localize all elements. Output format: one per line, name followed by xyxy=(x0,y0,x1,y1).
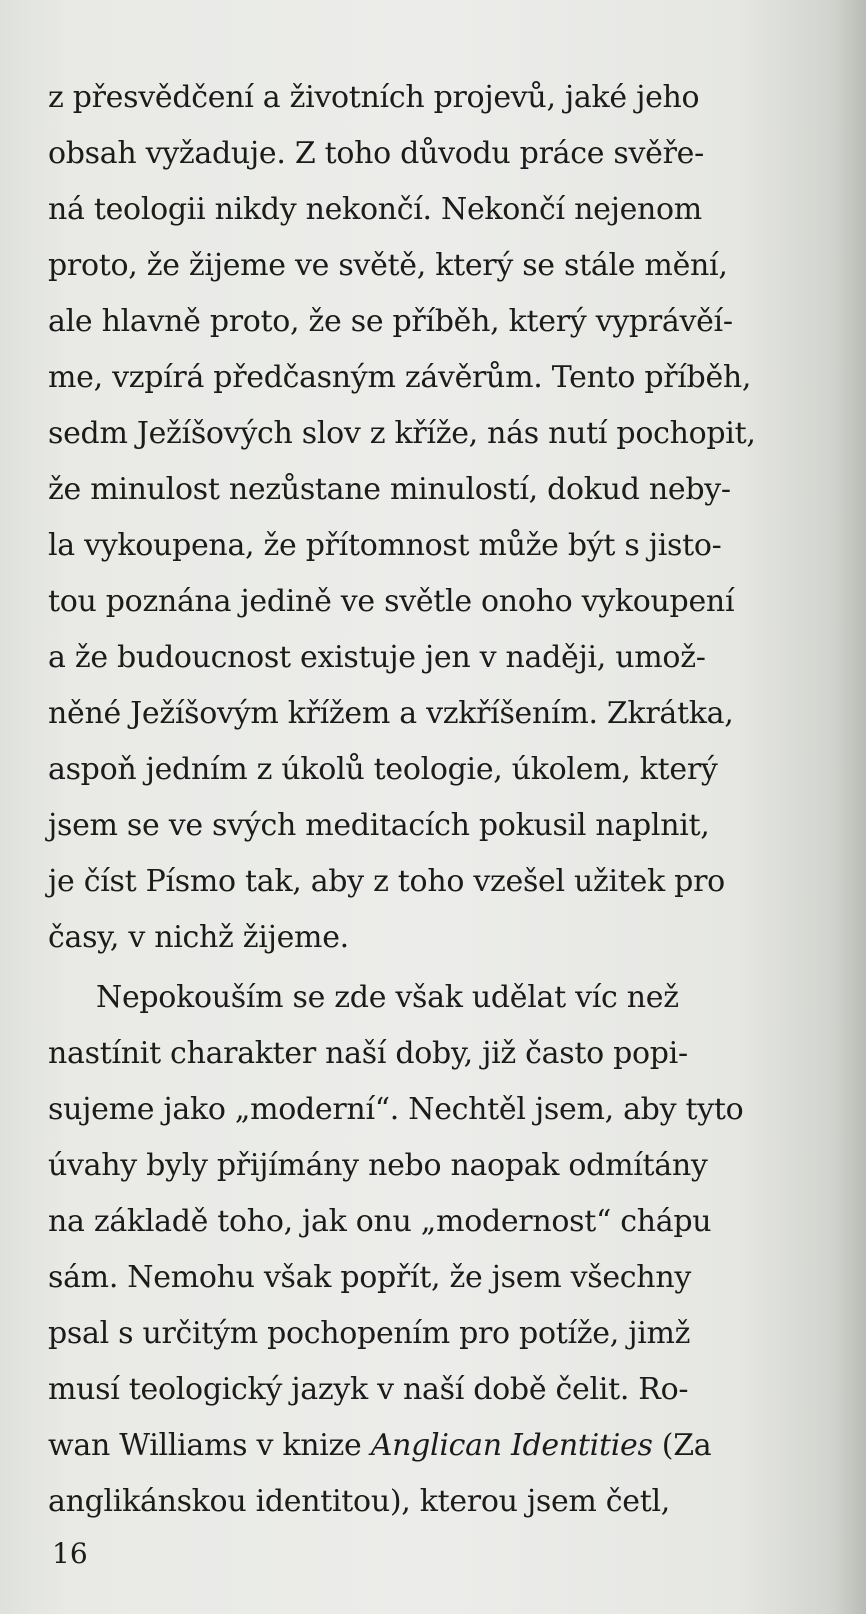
text-line: me, vzpírá předčasným závěrům. Tento příběh, xyxy=(48,360,752,395)
text-line: psal s určitým pochopením pro potíže, jimž xyxy=(48,1316,691,1351)
text-line: aspoň jedním z úkolů teologie, úkolem, který xyxy=(48,752,718,787)
text-line: anglikánskou identitou), kterou jsem četl, xyxy=(48,1484,671,1519)
text-line xyxy=(48,1418,711,1474)
text-line: něné Ježíšovým křížem a vzkříšením. Zkrátka, xyxy=(48,696,734,731)
text-line: že minulost nezůstane minulostí, dokud neby- xyxy=(48,472,731,507)
text-line: ale hlavně proto, že se příběh, který vyprávěí- xyxy=(48,304,733,339)
text-line: časy, v nichž žijeme. xyxy=(48,920,349,955)
text-run: (Za xyxy=(652,1428,712,1463)
book-title: Anglican Identities xyxy=(370,1428,653,1463)
text-line: sedm Ježíšových slov z kříže, nás nutí pochopit, xyxy=(48,416,756,451)
text-run: wan Williams v knize xyxy=(48,1428,371,1463)
text-line: obsah vyžaduje. Z toho důvodu práce svěře- xyxy=(48,136,704,171)
text-line: proto, že žijeme ve světě, který se stále mění, xyxy=(48,248,728,283)
text-line: úvahy byly přijímány nebo naopak odmítány xyxy=(48,1148,708,1183)
page-number: 16 xyxy=(52,1537,88,1570)
text-line: nastínit charakter naší doby, již často popi- xyxy=(48,1036,688,1071)
text-line: a že budoucnost existuje jen v naději, umož- xyxy=(48,640,706,675)
text-line: sám. Nemohu však popřít, že jsem všechny xyxy=(48,1260,691,1295)
text-line: je číst Písmo tak, aby z toho vzešel užitek pro xyxy=(48,864,725,899)
text-line: z přesvědčení a životních projevů, jaké jeho xyxy=(48,80,700,115)
text-line: jsem se ve svých meditacích pokusil naplnit, xyxy=(48,808,710,843)
text-line: la vykoupena, že přítomnost může být s jisto- xyxy=(48,528,722,563)
text-line: musí teologický jazyk v naší době čelit. Ro- xyxy=(48,1372,689,1407)
text-line: na základě toho, jak onu „modernost“ chápu xyxy=(48,1204,712,1239)
text-line: sujeme jako „moderní“. Nechtěl jsem, aby tyto xyxy=(48,1092,744,1127)
text-line: Nepokouším se zde však udělat víc než xyxy=(96,980,679,1015)
text-line: ná teologii nikdy nekončí. Nekončí nejenom xyxy=(48,192,702,227)
text-line: tou poznána jedině ve světle onoho vykoupení xyxy=(48,584,735,619)
